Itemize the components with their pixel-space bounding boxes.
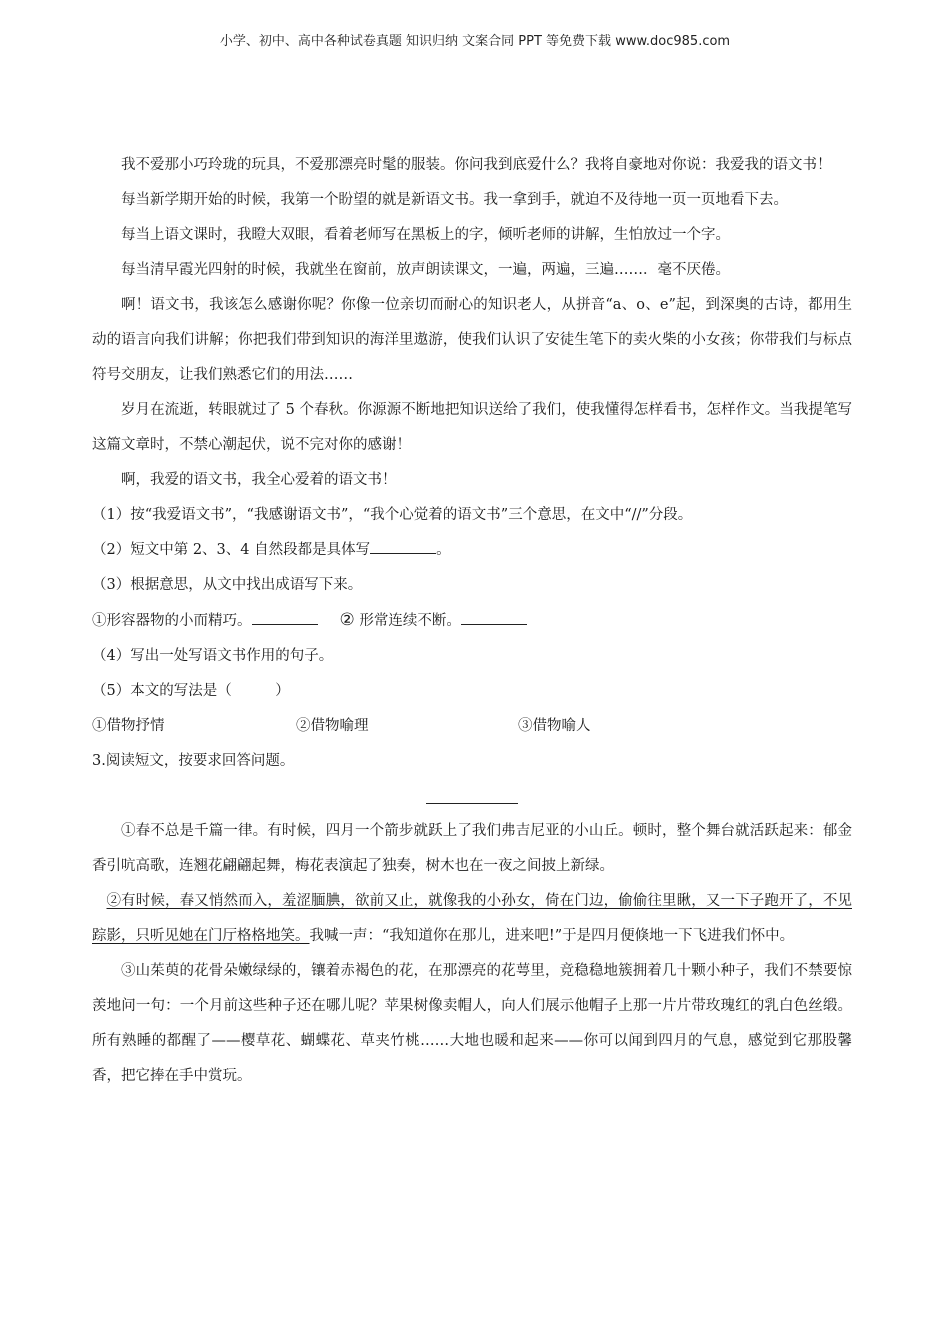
question-5: （5）本文的写法是（ ） xyxy=(92,683,290,699)
question-2 xyxy=(92,533,852,568)
answer-blank-q3a[interactable] xyxy=(252,610,318,625)
title-blank[interactable] xyxy=(426,779,518,804)
question-2-end: 。 xyxy=(436,542,451,558)
section-3-instruction: 3.阅读短文，按要求回答问题。 xyxy=(92,753,295,769)
essay-paragraph-3: 每当上语文课时，我瞪大双眼，看着老师写在黑板上的字，倾听老师的讲解，生怕放过一个字。 xyxy=(121,227,730,243)
essay-paragraph-5: 啊！语文书，我该怎么感谢你呢？你像一位亲切而耐心的知识老人，从拼音“a、o、e”起，到深奥的古诗，都用生动的语言向我们讲解；你把我们带到知识的海洋里遨游，使我们认识了安徒生笔下的卖火柴的小女孩；你带我们与标点符号交朋友，让我们熟悉它们的用法…… xyxy=(92,297,852,383)
page-header: 小学、初中、高中各种试卷真题 知识归纳 文案合同 PPT 等免费下载 www.doc985.com xyxy=(219,34,731,49)
essay-paragraph-6: 岁月在流逝，转眼就过了 5 个春秋。你源源不断地把知识送给了我们，使我懂得怎样看书，怎样作文。当我提笔写这篇文章时，不禁心潮起伏，说不完对你的感谢！ xyxy=(92,402,852,453)
option-1[interactable]: ①借物抒情 xyxy=(92,718,165,734)
question-3: （3）根据意思，从文中找出成语写下来。 xyxy=(92,577,363,593)
reading-paragraph-1: ①春不总是千篇一律。有时候，四月一个箭步就跃上了我们弗吉尼亚的小山丘。顿时，整个舞台就活跃起来：郁金香引吭高歌，连翘花翩翩起舞，梅花表演起了独奏，树木也在一夜之间披上新绿。 xyxy=(92,823,852,874)
question-4: （4）写出一处写语文书作用的句子。 xyxy=(92,648,334,664)
answer-blank-q2[interactable] xyxy=(370,539,436,554)
question-1: （1）按“我爱语文书”，“我感谢语文书”，“我个心觉着的语文书”三个意思，在文中“//”分段。 xyxy=(92,507,693,523)
essay-paragraph-1: 我不爱那小巧玲珑的玩具，不爱那漂亮时髦的服装。你问我到底爱什么？我将自豪地对你说：我爱我的语文书！ xyxy=(121,157,832,173)
answer-blank-q3b[interactable] xyxy=(461,610,527,625)
reading-paragraph-3: ③山茱萸的花骨朵嫩绿绿的，镶着赤褐色的花，在那漂亮的花萼里，竞稳稳地簇拥着几十颗小种子，我们不禁要惊羡地问一句：一个月前这些种子还在哪儿呢？苹果树像卖帽人，向人们展示他帽子上那一片片带玫瑰红的乳白色丝缎。所有熟睡的都醒了——樱草花、蝴蝶花、草夹竹桃……大地也暖和起来——你可以闻到四月的气息，感觉到它那股馨香，把它捧在手中赏玩。 xyxy=(92,963,852,1084)
document-body xyxy=(92,148,852,1094)
option-3[interactable]: ③借物喻人 xyxy=(518,718,591,734)
essay-paragraph-4: 每当清早霞光四射的时候，我就坐在窗前，放声朗读课文，一遍，两遍，三遍……．毫不厌倦。 xyxy=(121,262,730,278)
question-2-text: （2）短文中第 2、3、4 自然段都是具体写 xyxy=(92,542,371,558)
reading-paragraph-2 xyxy=(92,884,852,954)
question-5-options xyxy=(92,709,852,744)
essay-paragraph-2: 每当新学期开始的时候，我第一个盼望的就是新语文书。我一拿到手，就迫不及待地一页一页地看下去。 xyxy=(121,192,788,208)
question-3b: 形常连续不断。 xyxy=(354,613,461,629)
underlined-sentence: ②有时候，春又悄然而入，羞涩腼腆，欲前又止，就像我的小孙女，倚在门边，偷偷往里瞅，又一下子跑开了，不见踪影，只听见她在门厅格格地笑。 xyxy=(92,893,852,944)
question-3-items xyxy=(92,603,852,639)
reading-paragraph-2-rest: 我喊一声：“我知道你在那儿，进来吧!”于是四月便倏地一下飞进我们怀中。 xyxy=(309,928,795,944)
question-3a: ①形容器物的小而精巧。 xyxy=(92,613,252,629)
question-3b-number: ② xyxy=(339,610,355,630)
essay-paragraph-7: 啊，我爱的语文书，我全心爱着的语文书！ xyxy=(121,472,397,488)
option-2[interactable]: ②借物喻理 xyxy=(296,718,369,734)
